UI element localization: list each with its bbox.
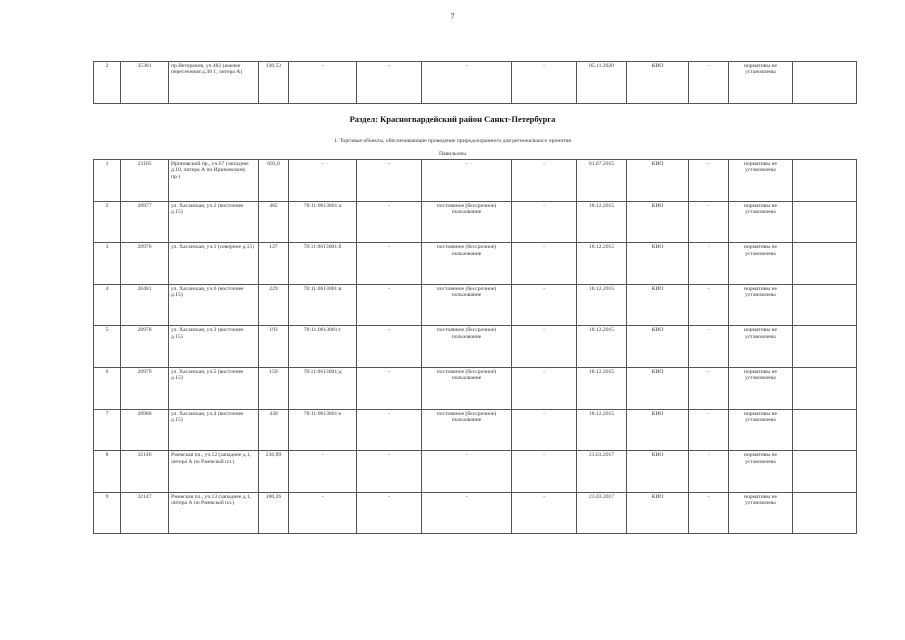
table-cell: КИО <box>627 243 689 285</box>
table-cell: - <box>689 160 729 202</box>
table-cell: - <box>289 451 357 493</box>
table-cell: пр.Ветеранов, уч.482 (южнее пересечения д.38 1, литера А) <box>169 62 259 104</box>
table-cell: 8 <box>94 451 121 493</box>
table-cell <box>793 160 857 202</box>
table-cell: КИО <box>627 62 689 104</box>
table-cell: - <box>357 284 422 326</box>
table-cell: 127 <box>259 243 289 285</box>
table-cell: - <box>357 326 422 368</box>
table-cell: 32146 <box>121 451 169 493</box>
table-row <box>94 201 857 243</box>
table-cell: 05.11.2020 <box>577 62 627 104</box>
table-cell: 6 <box>94 367 121 409</box>
table-cell: - <box>357 243 422 285</box>
table-cell: - <box>689 367 729 409</box>
table-cell: КИО <box>627 409 689 451</box>
table-cell: - <box>422 492 512 534</box>
table-cell: 100,26 <box>259 492 289 534</box>
table-cell <box>793 243 857 285</box>
table-cell: нормативы не установлены <box>729 160 793 202</box>
table-cell: постоянное (бессрочное) пользование <box>422 243 512 285</box>
section-category: Павильоны <box>438 151 467 157</box>
table-cell: 78:11:0613001:б <box>289 243 357 285</box>
table-cell <box>793 326 857 368</box>
table-cell: - <box>689 243 729 285</box>
table-cell: ул. Хасанская, уч.3 (восточнее д.15) <box>169 326 259 368</box>
table-cell <box>793 284 857 326</box>
section-subtitle: 1. Торговые объекты, обеспечивающие проведение природоохранного для регионального принятия <box>333 138 572 144</box>
table-cell: 28978 <box>121 326 169 368</box>
table-cell: - <box>689 201 729 243</box>
table-cell: КИО <box>627 367 689 409</box>
table-cell: Ржевская пл., уч.13 (западнее д.1, литера А по Ржевской пл.) <box>169 492 259 534</box>
table-cell <box>793 62 857 104</box>
table-row <box>94 326 857 368</box>
table-cell: - <box>689 492 729 534</box>
table-cell: нормативы не установлены <box>729 201 793 243</box>
table-cell <box>793 409 857 451</box>
table-cell: 9 <box>94 492 121 534</box>
table-cell: - <box>289 160 357 202</box>
table-cell: 18.12.2015 <box>577 409 627 451</box>
table-cell <box>793 201 857 243</box>
table-cell: 236,89 <box>259 451 289 493</box>
table-cell: 229 <box>259 284 289 326</box>
table-cell: 78:11:0613001:а <box>289 201 357 243</box>
table-cell: 28979 <box>121 367 169 409</box>
table-cell <box>793 451 857 493</box>
table-cell: - <box>512 451 577 493</box>
table-cell: нормативы не установлены <box>729 409 793 451</box>
table-cell: - <box>357 367 422 409</box>
page-number: 7 <box>450 12 455 21</box>
table-row <box>94 367 857 409</box>
table-cell: 18.12.2015 <box>577 201 627 243</box>
table-cell: 28980 <box>121 409 169 451</box>
table-cell: - <box>422 451 512 493</box>
table-cell: КИО <box>627 451 689 493</box>
table-row <box>94 243 857 285</box>
table-cell: КИО <box>627 326 689 368</box>
table-cell: 35381 <box>121 62 169 104</box>
table-cell: - <box>422 160 512 202</box>
table-cell: 2 <box>94 201 121 243</box>
table-cell: 18.12.2015 <box>577 284 627 326</box>
table-cell: нормативы не установлены <box>729 451 793 493</box>
table-cell <box>793 492 857 534</box>
table-cell: - <box>357 62 422 104</box>
table-cell: 23.03.2017 <box>577 492 627 534</box>
table-cell: 18.12.2015 <box>577 367 627 409</box>
table-row <box>94 451 857 493</box>
table-cell: 18.12.2015 <box>577 243 627 285</box>
table-cell: ул. Хасанская, уч.6 (восточнее д.15) <box>169 284 259 326</box>
table-cell: 28481 <box>121 284 169 326</box>
table-cell: нормативы не установлены <box>729 243 793 285</box>
table-cell: постоянное (бессрочное) пользование <box>422 326 512 368</box>
table-cell: - <box>357 160 422 202</box>
table-cell: - <box>689 62 729 104</box>
table-cell: 482 <box>259 201 289 243</box>
table-cell: постоянное (бессрочное) пользование <box>422 201 512 243</box>
table-cell: нормативы не установлены <box>729 367 793 409</box>
table-row <box>94 409 857 451</box>
table-cell: 3 <box>94 243 121 285</box>
table-cell: постоянное (бессрочное) пользование <box>422 367 512 409</box>
table-cell: - <box>357 451 422 493</box>
table-cell: 193 <box>259 326 289 368</box>
table-cell: 4 <box>94 284 121 326</box>
table-cell: нормативы не установлены <box>729 284 793 326</box>
table-cell: 130,53 <box>259 62 289 104</box>
table-cell: 32147 <box>121 492 169 534</box>
table-cell: - <box>689 451 729 493</box>
table-cell: КИО <box>627 284 689 326</box>
table-cell: ул. Хасанская, уч.5 (восточнее д.15) <box>169 367 259 409</box>
table-cell: нормативы не установлены <box>729 62 793 104</box>
table-cell: 78:11:0613001:д <box>289 367 357 409</box>
table-cell: 23.03.2017 <box>577 451 627 493</box>
table-cell: - <box>512 160 577 202</box>
table-cell <box>793 367 857 409</box>
section-title: Раздел: Красногвардейский район Санкт-Петербурга <box>349 114 556 124</box>
table-cell: - <box>512 243 577 285</box>
table-cell: - <box>512 409 577 451</box>
table-cell: ул. Хасанская, уч.4 (восточнее д.15) <box>169 409 259 451</box>
table-cell: 78:11:0613001:г <box>289 326 357 368</box>
table-cell: - <box>689 284 729 326</box>
table-cell: 18.12.2015 <box>577 326 627 368</box>
table-cell: 28977 <box>121 201 169 243</box>
continued-table <box>93 61 857 104</box>
table-cell: - <box>512 284 577 326</box>
table-cell: 159 <box>259 367 289 409</box>
table-cell: нормативы не установлены <box>729 492 793 534</box>
table-row <box>94 62 857 104</box>
table-cell: - <box>357 492 422 534</box>
table-cell: - <box>289 62 357 104</box>
table-cell: ул. Хасанская, уч.1 (северное д.15) <box>169 243 259 285</box>
table-cell: 28976 <box>121 243 169 285</box>
table-cell: - <box>689 409 729 451</box>
table-cell: Ржевская пл., уч.12 (западнее д.1, литера А по Ржевской пл.) <box>169 451 259 493</box>
table-cell: 692,0 <box>259 160 289 202</box>
table-cell: 01.07.2015 <box>577 160 627 202</box>
table-cell: ул. Хасанская, уч.2 (восточнее д.15) <box>169 201 259 243</box>
table-cell: - <box>512 367 577 409</box>
table-cell: - <box>689 326 729 368</box>
table-cell: КИО <box>627 160 689 202</box>
table-row <box>94 160 857 202</box>
table-row <box>94 284 857 326</box>
table-cell: нормативы не установлены <box>729 326 793 368</box>
table-cell: 78:11:0613001:в <box>289 284 357 326</box>
table-cell: - <box>357 409 422 451</box>
table-cell: Ириновский пр., уч.67 (западнее д.10, литера А по Ириновскому пр.) <box>169 160 259 202</box>
table-cell: 7 <box>94 409 121 451</box>
table-cell: постоянное (бессрочное) пользование <box>422 409 512 451</box>
table-cell: - <box>512 201 577 243</box>
table-cell: - <box>289 492 357 534</box>
table-cell: - <box>422 62 512 104</box>
table-cell: - <box>357 201 422 243</box>
table-cell: постоянное (бессрочное) пользование <box>422 284 512 326</box>
table-cell: - <box>512 492 577 534</box>
table-cell: 2 <box>94 62 121 104</box>
table-cell: 78:11:0613001:е <box>289 409 357 451</box>
table-cell: КИО <box>627 201 689 243</box>
table-cell: 1 <box>94 160 121 202</box>
table-cell: - <box>512 326 577 368</box>
table-cell: КИО <box>627 492 689 534</box>
table-row <box>94 492 857 534</box>
objects-table <box>93 159 857 534</box>
table-cell: 5 <box>94 326 121 368</box>
table-cell: - <box>512 62 577 104</box>
table-cell: 23105 <box>121 160 169 202</box>
table-cell: 430 <box>259 409 289 451</box>
